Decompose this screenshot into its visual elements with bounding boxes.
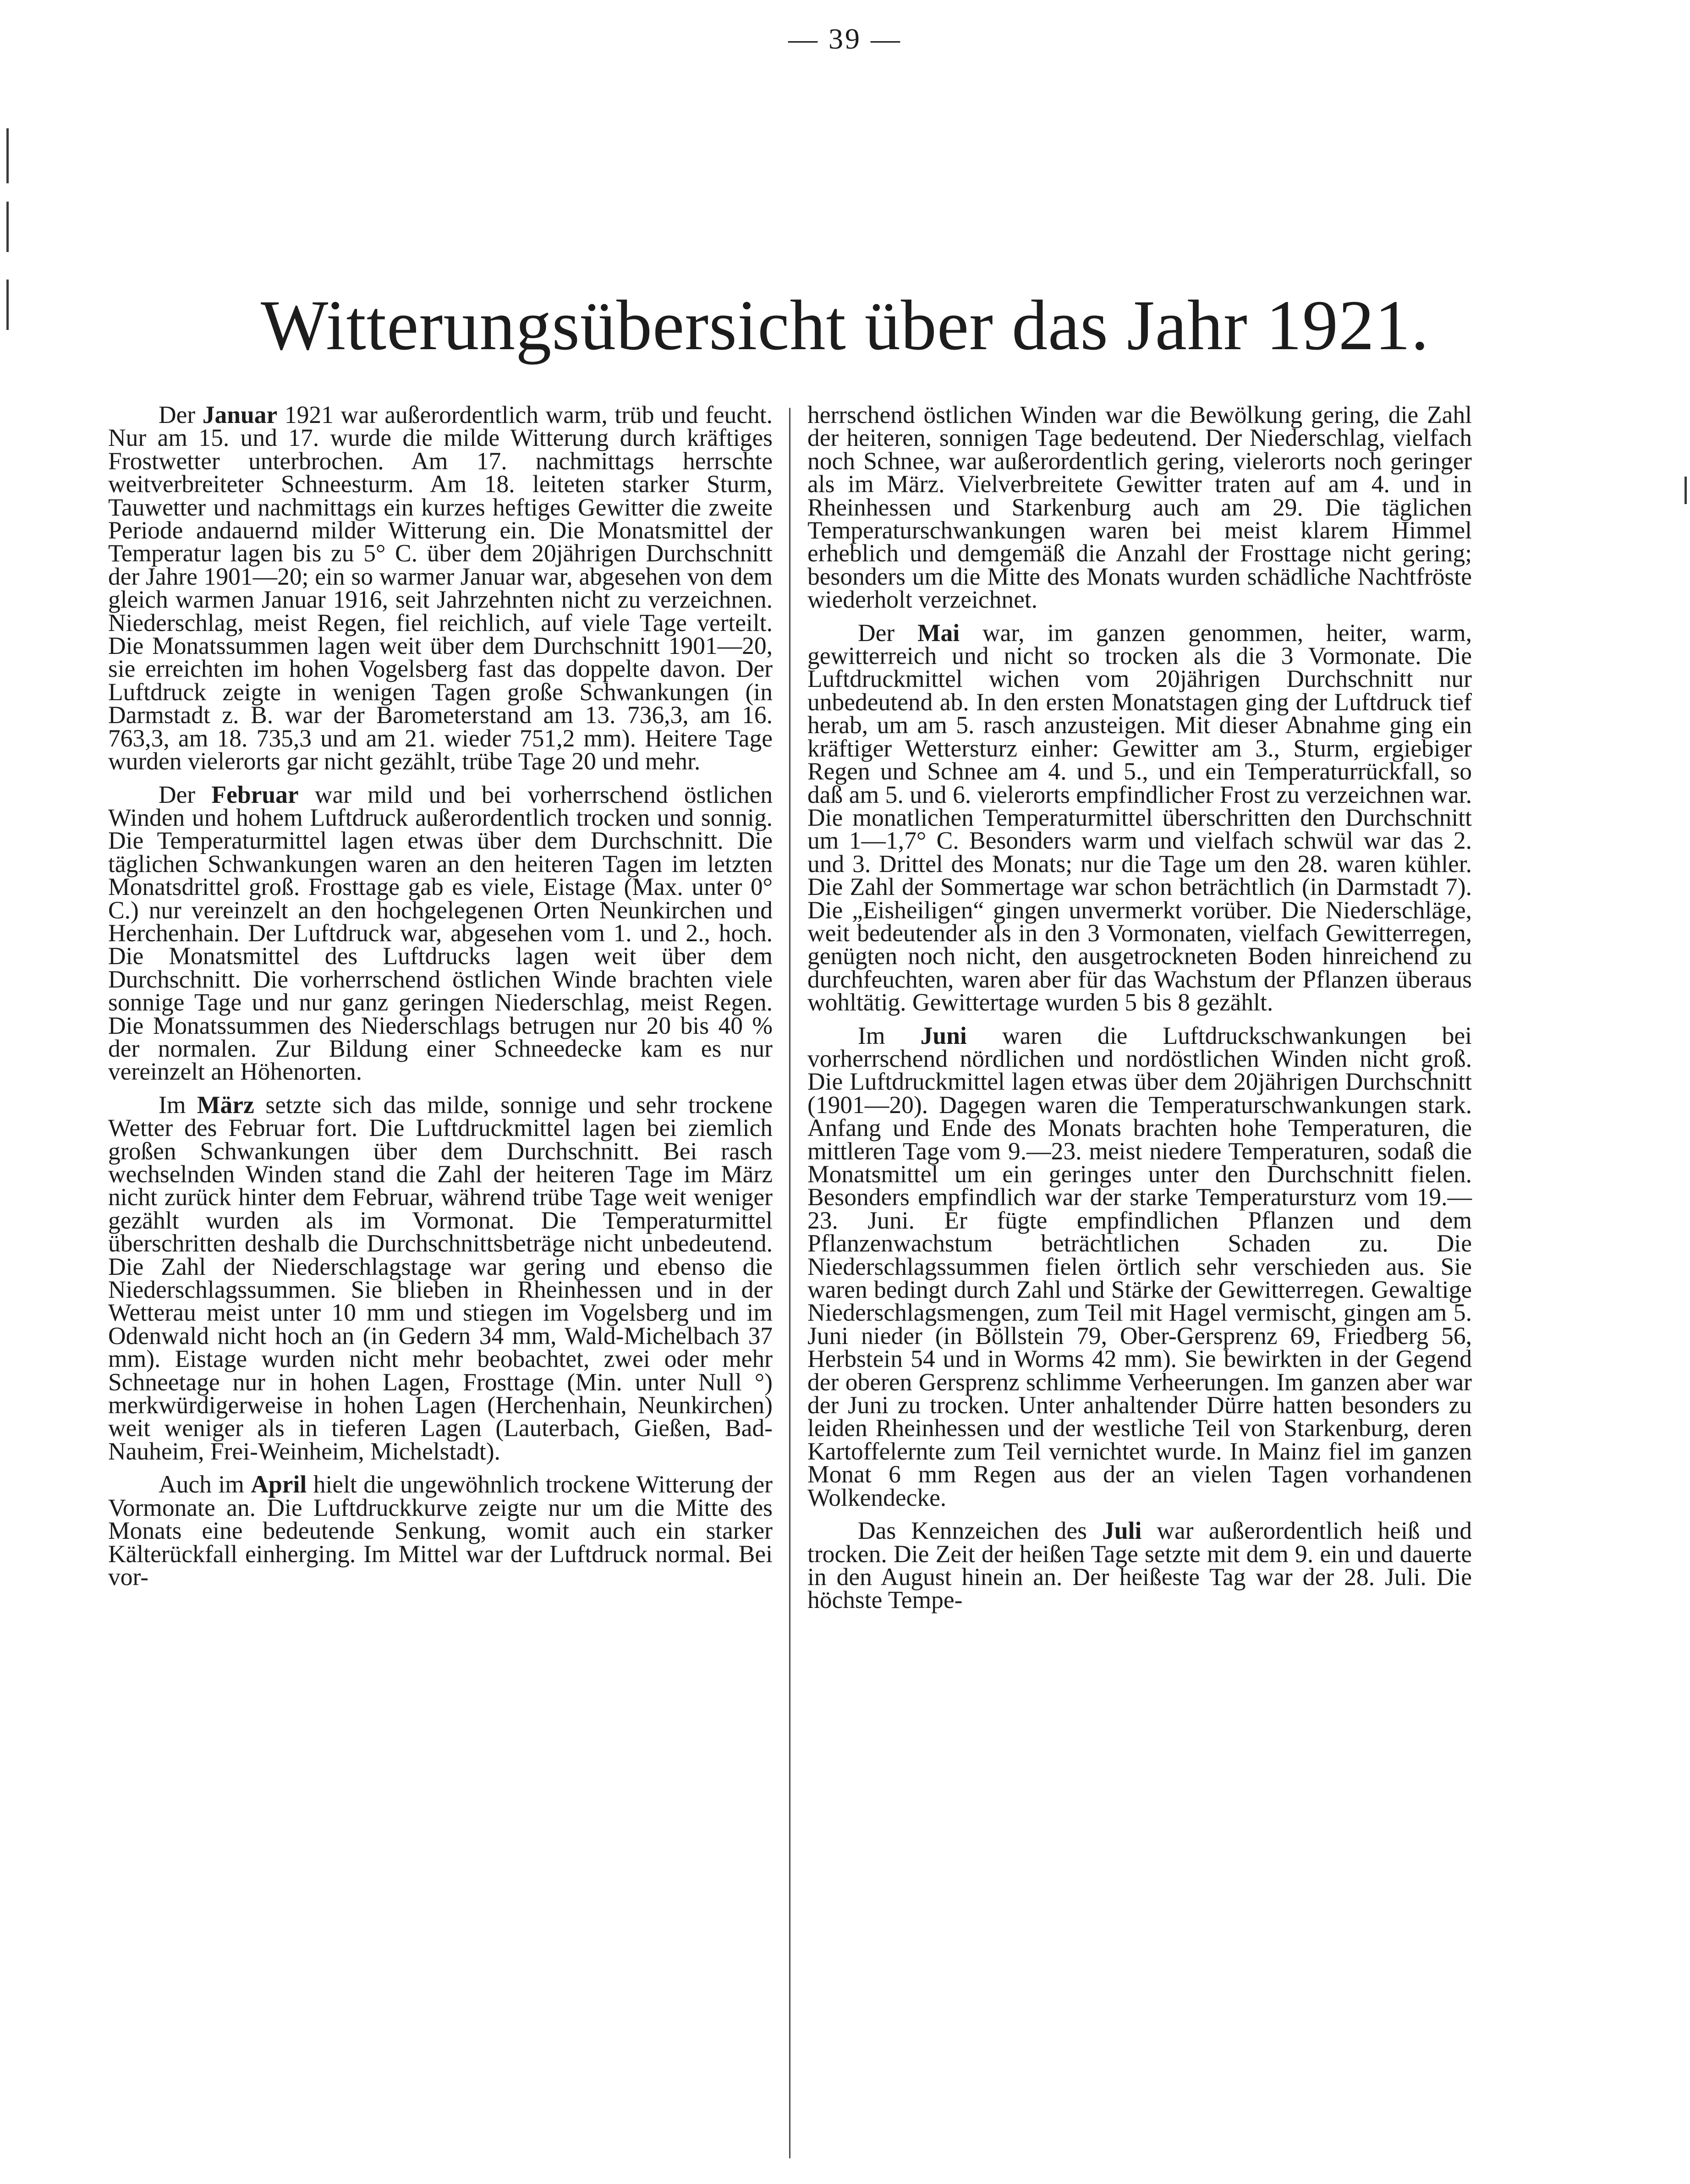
paragraph-text: 1921 war außerordentlich warm, trüb und feucht. Nur am 15. und 17. wurde die milde Witterung durch kräftiges Frostwetter unterbrochen. Am 17. nachmittags herrschte weitverbreiteter Schneesturm. Am 18. leiteten starker Sturm, Tauwetter und nachmittags ein kurzes heftiges Gewitter die zweite Periode andauernd milder Witterung ein. Die Monatsmittel der Temperatur lagen bis zu 5° C. über dem 20jährigen Durchschnitt der Jahre 1901—20; ein so warmer Januar war, abgesehen von dem gleich warmen Januar 1916, seit Jahrzehnten nicht zu verzeichnen. Niederschlag, meist Regen, fiel reichlich, auf viele Tage verteilt. Die Monatssummen lagen weit über dem Durchschnitt 1901—20, sie erreichten im hohen Vogelsberg fast das doppelte davon. Der Luftdruck zeigte in wenigen Tagen große Schwankungen (in Darmstadt z. B. war der Barometerstand am 13. 736,3, am 16. 763,3, am 18. 735,3 und am 21. wieder 751,2 mm). Heitere Tage wurden vielerorts gar nicht gezählt, trübe Tage 20 und mehr. bbox=[108, 401, 773, 775]
paragraph-lead: Der bbox=[159, 780, 212, 808]
paragraph-lead: Der bbox=[159, 401, 203, 428]
paragraph-juli bbox=[807, 1519, 1472, 1612]
paragraph-text: hielt die ungewöhnlich trockene Witterung der Vormonate an. Die Luftdruckkurve zeigte nur um die Mitte des Monats eine bedeutende Senkung, womit auch ein starker Kälterückfall einherging. Im Mittel war der Luftdruck normal. Bei vor- bbox=[108, 1471, 773, 1591]
month-heading: März bbox=[197, 1091, 254, 1119]
month-heading: April bbox=[251, 1471, 307, 1498]
page-number: — 39 — bbox=[788, 22, 902, 55]
paragraph-lead: Auch im bbox=[159, 1471, 251, 1498]
paragraph-lead: Im bbox=[159, 1091, 198, 1119]
month-heading: Januar bbox=[202, 401, 278, 428]
paragraph-lead: Das Kennzeichen des bbox=[858, 1517, 1103, 1545]
column-divider bbox=[789, 408, 790, 2158]
paragraph-text: war außerordentlich heiß und trocken. Die Zeit der heißen Tage setzte mit dem 9. ein und dauerte in den August hinein an. Der heißeste Tag war der 28. Juli. Die höchste Tempe- bbox=[807, 1517, 1472, 1614]
paragraph-februar bbox=[108, 780, 773, 1086]
month-heading: Juli bbox=[1102, 1517, 1142, 1545]
paragraph-juni bbox=[807, 1021, 1472, 1511]
paragraph-lead: Der bbox=[858, 619, 918, 647]
paragraph-lead: Im bbox=[858, 1021, 921, 1049]
page-title: Witterungsübersicht über das Jahr 1921. bbox=[261, 285, 1429, 365]
scan-edge-mark bbox=[6, 202, 9, 252]
paragraph-januar bbox=[108, 403, 773, 773]
scan-edge-mark bbox=[6, 128, 9, 183]
paragraph-april bbox=[108, 1471, 773, 1591]
left-column bbox=[108, 403, 773, 1598]
paragraph-text: herrschend östlichen Winden war die Bewölkung gering, die Zahl der heiteren, sonnigen Tage bedeutend. Der Niederschlag, vielfach noch Schnee, war außerordentlich gering, vielerorts noch geringer als im März. Vielverbreitete Gewitter traten auf am 4. und in Rheinhessen und Starkenburg auch am 29. Die täglichen Temperaturschwankungen waren bei meist klarem Himmel erheblich und demgemäß die Anzahl der Frosttage nicht gering; besonders um die Mitte des Monats wurden schädliche Nachtfröste wiederholt verzeichnet. bbox=[807, 401, 1472, 614]
paragraph-text: war mild und bei vorherrschend östlichen Winden und hohem Luftdruck außerordentlich trocken und sonnig. Die Temperaturmittel lagen etwas über dem Durchschnitt. Die täglichen Schwankungen waren an den heiteren Tagen im letzten Monatsdrittel groß. Frosttage gab es viele, Eistage (Max. unter 0° C.) nur vereinzelt an den hochgelegenen Orten Neunkirchen und Herchenhain. Der Luftdruck war, abgesehen vom 1. und 2., hoch. Die Monatsmittel des Luftdrucks lagen weit über dem Durchschnitt. Die vorherrschend östlichen Winde brachten viele sonnige Tage und nur ganz geringen Niederschlag, meist Regen. Die Monatssummen des Niederschlags betrugen nur 20 bis 40 % der normalen. Zur Bildung einer Schneedecke kam es nur vereinzelt an Höhenorten. bbox=[108, 780, 773, 1086]
paragraph-mai bbox=[807, 621, 1472, 1014]
month-heading: Juni bbox=[920, 1021, 967, 1049]
paragraph-text: setzte sich das milde, sonnige und sehr trockene Wetter des Februar fort. Die Luftdruckmittel lagen bei ziemlich großen Schwankungen über dem Durchschnitt. Bei rasch wechselnden Winden stand die Zahl der heiteren Tage im März nicht zurück hinter dem Februar, während trübe Tage weit weniger gezählt wurden als im Vormonat. Die Temperaturmittel überschritten deshalb die Durchschnittsbeträge nicht unbedeutend. Die Zahl der Niederschlagstage war gering und ebenso die Niederschlagssummen. Sie blieben in Rheinhessen und in der Wetterau meist unter 10 mm und stiegen im Vogelsberg und im Odenwald nicht hoch an (in Gedern 34 mm, Wald-Michelbach 37 mm). Eistage wurden nicht mehr beobachtet, zwei oder mehr Schneetage nur in hohen Lagen, Frosttage (Min. unter Null °) merkwürdigerweise in hohen Lagen (Herchenhain, Neunkirchen) weit weniger als in tieferen Lagen (Lauterbach, Gießen, Bad-Nauheim, Frei-Weinheim, Michelstadt). bbox=[108, 1091, 773, 1465]
right-column bbox=[807, 403, 1472, 1622]
paragraph-april-continued bbox=[807, 401, 1472, 614]
paragraph-text: waren die Luftdruckschwankungen bei vorherrschend nördlichen und nordöstlichen Winden nicht groß. Die Luftdruckmittel lagen etwas über dem 20jährigen Durchschnitt (1901—20). Dagegen waren die Temperaturschwankungen stark. Anfang und Ende des Monats brachten hohe Temperaturen, die mittleren Tage vom 9.—23. meist niedere Temperaturen, sodaß die Monatsmittel um ein geringes unter den Durchschnitt fielen. Besonders empfindlich war der starke Temperatursturz vom 19.—23. Juni. Er fügte empfindlichen Pflanzen und dem Pflanzenwachstum beträchtlichen Schaden zu. Die Niederschlagssummen fielen örtlich sehr verschieden aus. Sie waren bedingt durch Zahl und Stärke der Gewitterregen. Gewaltige Niederschlagsmengen, zum Teil mit Hagel vermischt, gingen am 5. Juni nieder (in Böllstein 79, Ober-Gersprenz 69, Friedberg 56, Herbstein 54 und in Worms 42 mm). Sie bewirkten in der Gegend der oberen Gersprenz schlimme Verheerungen. Im ganzen aber war der Juni zu trocken. Unter anhaltender Dürre hatten besonders zu leiden Rheinhessen und der westliche Teil von Starkenburg, deren Kartoffelernte zum Teil vernichtet wurde. In Mainz fiel im ganzen Monat 6 mm Regen aus der an vielen Tagen vorhandenen Wolkendecke. bbox=[807, 1021, 1472, 1511]
paragraph-maerz bbox=[108, 1093, 773, 1463]
paragraph-text: war, im ganzen genommen, heiter, warm, gewitterreich und nicht so trocken als die 3 Vormonate. Die Luftdruckmittel wichen vom 20jährigen Durchschnitt nur unbedeutend ab. In den ersten Monatstagen ging der Luftdruck tief herab, um am 5. rasch anzusteigen. Mit dieser Abnahme ging ein kräftiger Wettersturz einher: Gewitter am 3., Sturm, ergiebiger Regen und Schnee am 4. und 5., und ein Temperaturrückfall, so daß am 5. und 6. vielerorts empfindlicher Frost zu verzeichnen war. Die monatlichen Temperaturmittel überschritten den Durchschnitt um 1—1,7° C. Besonders warm und vielfach schwül war das 2. und 3. Drittel des Monats; nur die Tage um den 28. waren kühler. Die Zahl der Sommertage war schon beträchtlich (in Darmstadt 7). Die „Eisheiligen“ gingen unvermerkt vorüber. Die Niederschläge, weit bedeutender als in den 3 Vormonaten, vielfach Gewitterregen, genügten noch nicht, den ausgetrockneten Boden hinreichend zu durchfeuchten, waren aber für das Wachstum der Pflanzen überaus wohltätig. Gewittertage wurden 5 bis 8 gezählt. bbox=[807, 619, 1472, 1016]
month-heading: Mai bbox=[917, 619, 960, 647]
scan-edge-mark bbox=[1685, 477, 1687, 504]
month-heading: Februar bbox=[211, 780, 299, 808]
